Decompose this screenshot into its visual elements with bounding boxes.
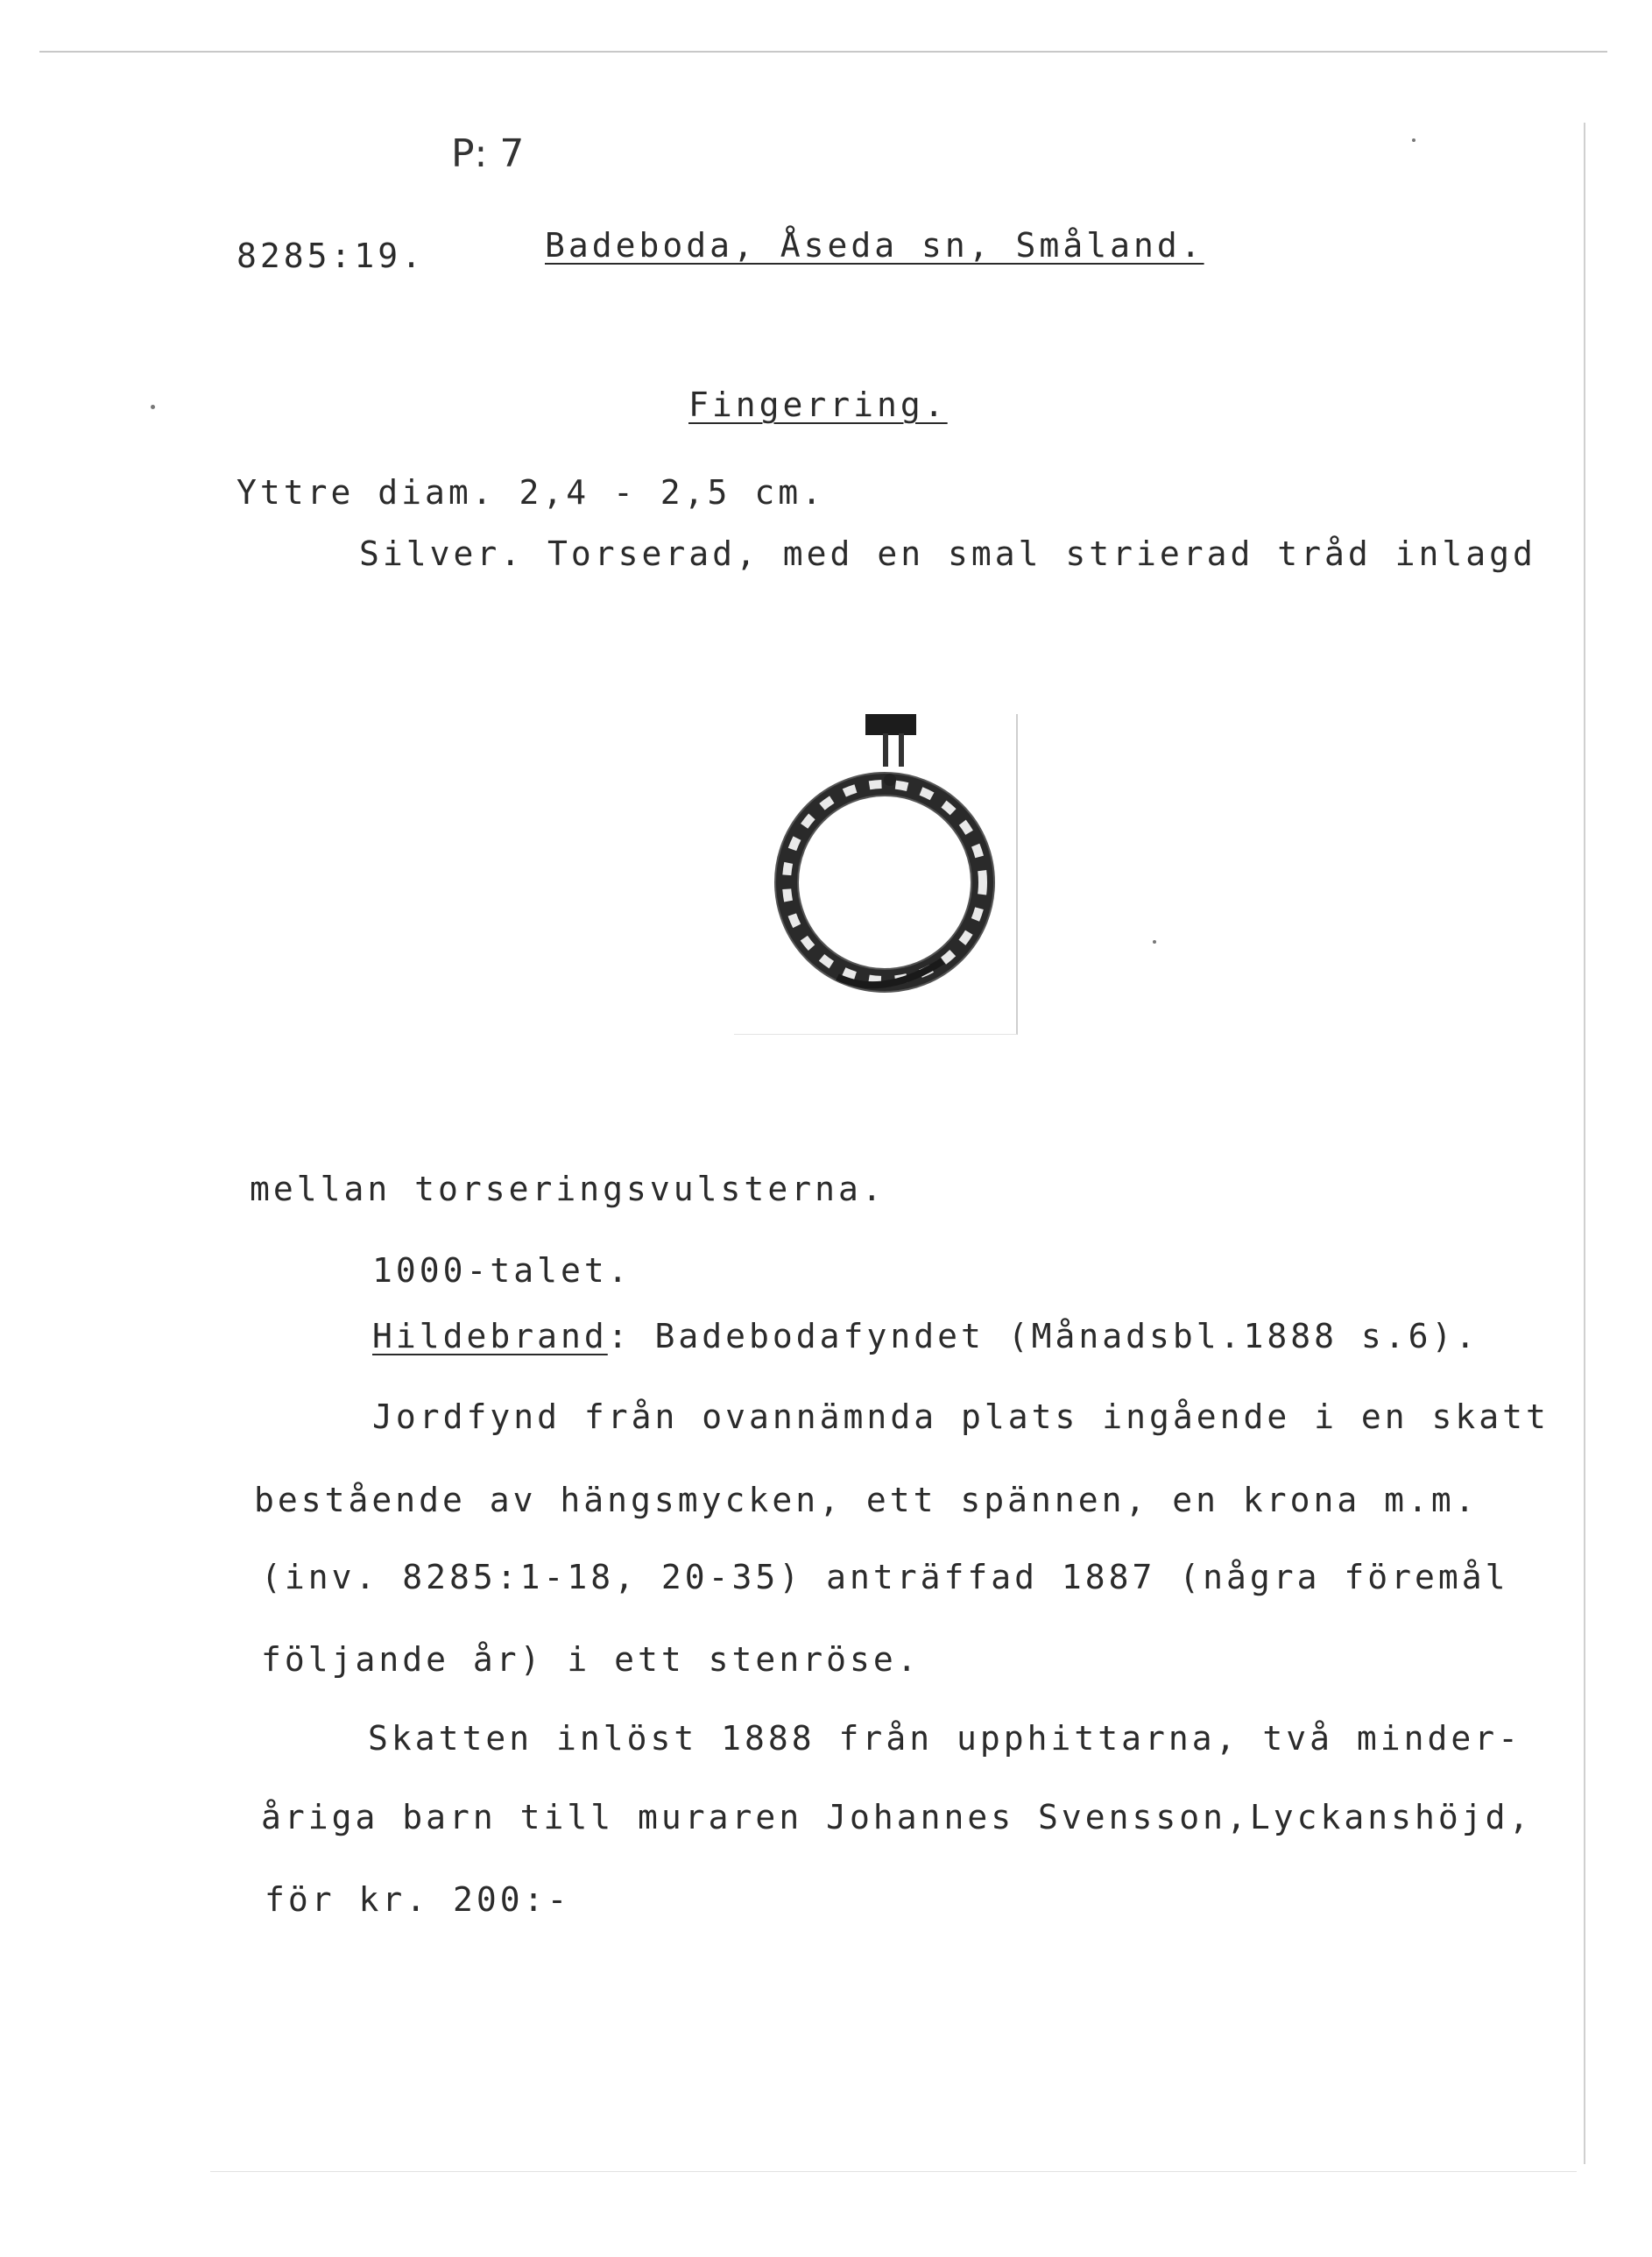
find-location: Badeboda, Åseda sn, Småland. xyxy=(545,226,1204,265)
find-context-line-1: Jordfynd från ovannämnda plats ingående i en skatt xyxy=(372,1397,1550,1436)
acquisition-line-1: Skatten inlöst 1888 från upphittarna, två minder- xyxy=(368,1719,1522,1758)
diameter-line: Yttre diam. 2,4 - 2,5 cm. xyxy=(237,473,825,512)
material-continuation: mellan torseringsvulsterna. xyxy=(250,1170,886,1208)
acquisition-line-2: åriga barn till muraren Johannes Svensson,Lyckanshöjd, xyxy=(261,1798,1533,1836)
paper-speck xyxy=(151,405,155,409)
reference-author: Hildebrand xyxy=(372,1317,608,1355)
reference-text: : Badebodafyndet (Månadsbl.1888 s.6). xyxy=(607,1317,1479,1355)
card-top-edge xyxy=(39,51,1607,53)
find-context-line-4: följande år) i ett stenröse. xyxy=(261,1640,921,1679)
ring-image xyxy=(734,714,1016,1034)
paper-speck xyxy=(1412,138,1415,142)
paper-speck xyxy=(1153,940,1156,944)
reference-line xyxy=(372,1317,1479,1355)
inventory-number: 8285:19. xyxy=(237,237,426,275)
find-context-line-2: bestående av hängsmycken, ett spännen, en krona m.m. xyxy=(254,1481,1479,1519)
material-line: Silver. Torserad, med en smal strierad tråd inlagd xyxy=(359,534,1536,573)
object-photo xyxy=(734,714,1018,1035)
find-context-line-3: (inv. 8285:1-18, 20-35) anträffad 1887 (några föremål xyxy=(261,1558,1509,1596)
card-right-edge xyxy=(1584,123,1585,2164)
object-title: Fingerring. xyxy=(688,386,948,424)
dating-line: 1000-talet. xyxy=(372,1251,632,1290)
acquisition-line-3: för kr. 200:- xyxy=(265,1880,571,1919)
card-bottom-edge xyxy=(210,2171,1577,2172)
page-mark: P: 7 xyxy=(451,131,525,176)
